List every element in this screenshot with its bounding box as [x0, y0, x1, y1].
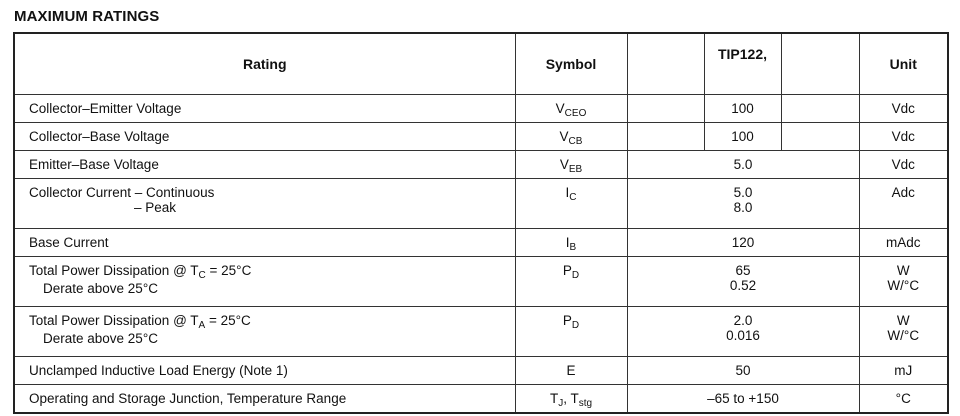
empty-cell — [781, 123, 859, 151]
symbol-cell: $I_C$ — [515, 179, 627, 229]
unit-cell: Adc — [859, 179, 948, 229]
value-cell: 5.0 — [627, 151, 859, 179]
value-cell: 100 — [704, 95, 781, 123]
empty-cell — [627, 123, 704, 151]
unit-cell: W W/°C — [859, 257, 948, 307]
value-cell: 50 — [627, 357, 859, 385]
unit-cell: Vdc — [859, 95, 948, 123]
header-empty — [781, 33, 859, 95]
rating-cell: Collector Current – Continuous – Peak — [14, 179, 515, 229]
table-row — [14, 385, 948, 414]
rating-cell: Emitter–Base Voltage — [14, 151, 515, 179]
symbol-cell: E — [515, 357, 627, 385]
table-row — [14, 307, 948, 357]
unit-cell: Vdc — [859, 151, 948, 179]
rating-cell: Total Power Dissipation @ $T_C = 25^\circ C$ Derate above 25°C — [14, 257, 515, 307]
table-row — [14, 123, 948, 151]
value-cell: 2.0 0.016 — [627, 307, 859, 357]
rating-cell: Base Current — [14, 229, 515, 257]
value-cell: 65 0.52 — [627, 257, 859, 307]
rating-cell: Unclamped Inductive Load Energy (Note 1) — [14, 357, 515, 385]
value-cell: 5.0 8.0 — [627, 179, 859, 229]
maximum-ratings-table — [13, 32, 949, 414]
symbol-cell: $T_J$, $T_{stg}$ — [515, 385, 627, 414]
header-unit: Unit — [859, 33, 948, 95]
header-rating: Rating — [14, 33, 515, 95]
symbol-cell: $P_D$ — [515, 257, 627, 307]
table-row — [14, 95, 948, 123]
header-empty — [627, 33, 704, 95]
symbol-cell: $V_{EB}$ — [515, 151, 627, 179]
symbol-cell: $V_{CB}$ — [515, 123, 627, 151]
unit-cell: W W/°C — [859, 307, 948, 357]
value-cell: 100 — [704, 123, 781, 151]
rating-cell: Total Power Dissipation @ $T_A = 25^\circ C$ Derate above 25°C — [14, 307, 515, 357]
symbol-cell: $P_D$ — [515, 307, 627, 357]
section-title: MAXIMUM RATINGS — [14, 8, 160, 25]
unit-cell: mJ — [859, 357, 948, 385]
table-row — [14, 229, 948, 257]
empty-cell — [781, 95, 859, 123]
header-row — [14, 33, 948, 95]
header-device: TIP122, — [704, 33, 781, 95]
value-cell: 120 — [627, 229, 859, 257]
unit-cell: °C — [859, 385, 948, 414]
table-row — [14, 257, 948, 307]
header-symbol: Symbol — [515, 33, 627, 95]
rating-cell: Collector–Base Voltage — [14, 123, 515, 151]
table-row — [14, 151, 948, 179]
unit-cell: Vdc — [859, 123, 948, 151]
symbol-cell: $I_B$ — [515, 229, 627, 257]
value-cell: –65 to +150 — [627, 385, 859, 414]
table-row — [14, 357, 948, 385]
table-row — [14, 179, 948, 229]
unit-cell: mAdc — [859, 229, 948, 257]
rating-cell: Collector–Emitter Voltage — [14, 95, 515, 123]
rating-cell: Operating and Storage Junction, Temperature Range — [14, 385, 515, 414]
empty-cell — [627, 95, 704, 123]
symbol-cell: $V_{CEO}$ — [515, 95, 627, 123]
